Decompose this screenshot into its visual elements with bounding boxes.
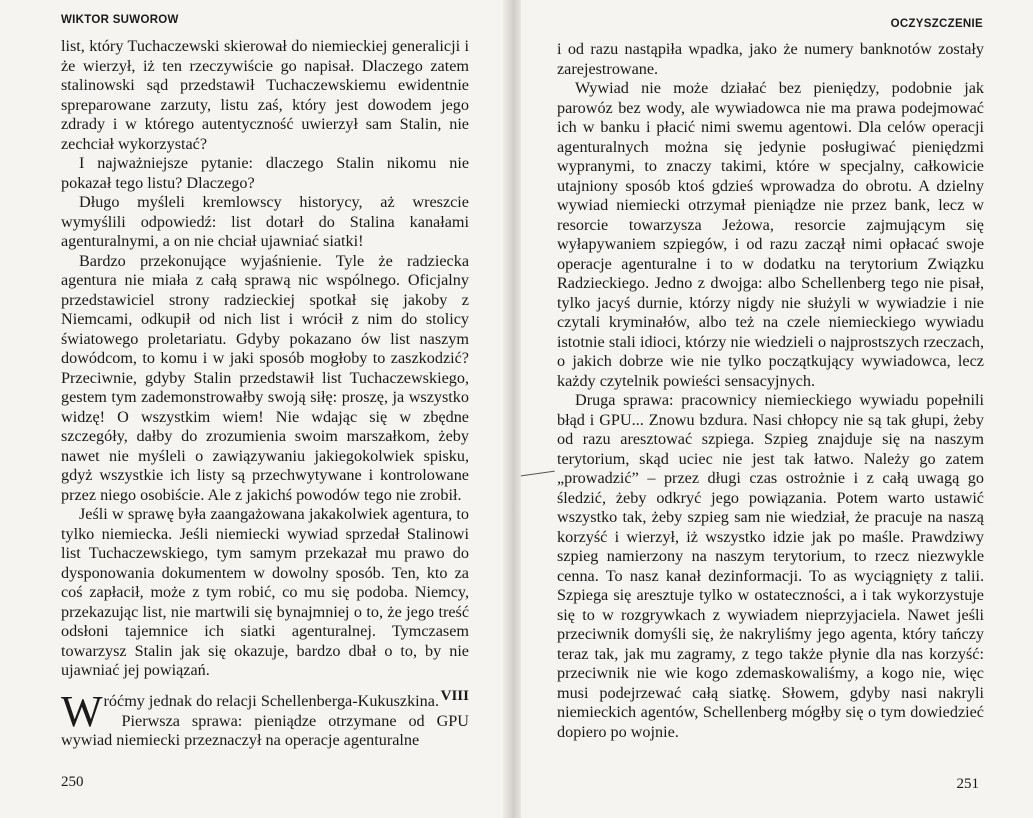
- running-head-author: WIKTOR SUWOROW: [61, 14, 179, 26]
- running-head-chapter: OCZYSZCZENIE: [890, 18, 983, 30]
- margin-pencil-mark: [521, 471, 555, 479]
- paragraph: Wywiad nie może działać bez pieniędzy, podobnie jak parowóz bez wody, ale wywiadowca nie ma prawa podejmować ich w banku i płacić nimi swemu agentowi. Dla celów operacji agenturalnych można się jedynie posługiwać pieniędzmi wypranymi, to znaczy takimi, które w specjalny, całkowicie utajniony sposób ktoś gdzieś wprowadza do obrotu. A dzielny wywiad niemiecki otrzymał pieniądze nie przez bank, lecz w resorcie towarzysza Jeżowa, resorcie zajmującym się wyłapywaniem szpiegów, i od razu zaczął nimi opłacać swoje operacje agenturalne i to w dodatku na terytorium Związku Radzieckiego. Jedno z dwojga: albo Schellenberg tego nie pisał, tylko jacyś durnie, którzy nigdy nie służyli w wywiadzie i nie czytali kryminałów, albo też na czele niemieckiego wywiadu istotnie stali idioci, którzy nie wiedzieli o najprostszych rzeczach, o jakich dobrze wie nie tylko początkujący wywiadowca, lecz każdy czytelnik powieści sensacyjnych.: [557, 79, 984, 390]
- paragraph: Długo myśleli kremlowscy historycy, aż wreszcie wymyślili odpowiedź: list dotarł do Stalina kanałami agenturalnymi, a on nie chciał ujawniać siatki!: [61, 193, 469, 250]
- page-number-left: 250: [61, 774, 84, 790]
- left-page: [0, 0, 503, 818]
- right-page-body: [557, 40, 984, 742]
- chapter-body: [61, 687, 469, 751]
- drop-cap: W: [61, 687, 103, 736]
- paragraph: i od razu nastąpiła wpadka, jako że numery banknotów zostały zarejestrowane.: [557, 40, 984, 78]
- paragraph: I najważniejsze pytanie: dlaczego Stalin nikomu nie pokazał tego listu? Dlaczego?: [61, 154, 469, 192]
- paragraph: Pierwsza sprawa: pieniądze otrzymane od GPU wywiad niemiecki przeznaczył na operacje agenturalne: [61, 711, 469, 749]
- paragraph: list, który Tuchaczewski skierował do niemieckiej generalicji i że wierzył, iż ten rzeczywiście go napisał. Dlaczego zatem stalinowski sąd przedstawił Tuchaczewskiemu ewidentnie spreparowane zarzuty, listu zaś, który jest dowodem jego zdrady i w którego autentyczność uwierzył sam Stalin, nie zechciał wykorzystać?: [61, 37, 469, 153]
- chapter-number: VIII: [440, 688, 469, 704]
- paragraph: Druga sprawa: pracownicy niemieckiego wywiadu popełnili błąd i GPU... Znowu bzdura. Nasi chłopcy nie są tak głupi, żeby od razu aresztować szpiega. Szpieg znajduje się na naszym terytorium, skąd uciec nie jest tak łatwo. Należy go zatem „prowadzić” – przez długi czas ostrożnie i z całą uwagą go śledzić, żeby odkryć jego powiązania. Potem warto ustawić wszystko tak, żeby szpieg sam nie wiedział, że pracuje na naszą korzyść i wierzył, iż wszystko idzie jak po maśle. Prawdziwy szpieg namierzony na naszym terytorium, to rzecz niezwykle cenna. To nasz kanał dezinformacji. To as wyciągnięty z talii. Szpiega się aresztuje tylko w ostateczności, a i tak wykorzystuje się to w rozgrywkach z wywiadem nieprzyjaciela. Nawet jeśli przeciwnik domyśli się, że nakryliśmy jego agenta, który tańczy teraz tak, jak mu zagramy, z tego także płynie dla nas korzyść: przeciwnik nie wie kogo zdemaskowaliśmy, a kogo nie, więc musi podejrzewać całą siatkę. Słowem, gdyby nasi nakryli niemieckich agentów, Schellenberg mógłby się o tym dowiedzieć dopiero po wojnie.: [557, 391, 984, 741]
- chapter-first-line: róćmy jednak do relacji Schellenberga-Kukuszkina.: [103, 692, 440, 710]
- right-page: [521, 0, 1033, 818]
- page-number-right: 251: [956, 776, 979, 792]
- left-page-body: [61, 37, 469, 681]
- paragraph: Jeśli w sprawę była zaangażowana jakakolwiek agentura, to tylko niemiecka. Jeśli niemiecki wywiad sprzedał Stalinowi list Tuchaczewskiego, tym samym przekazał mu prawo do dysponowania dokumentem w dowolny sposób. Ten, kto za coś zapłacił, może z tym robić, co mu się podoba. Niemcy, przekazując list, nie martwili się bynajmniej o to, że jego treść odsłoni tajemnice ich siatki agenturalnej. Tymczasem towarzysz Stalin jak się okazuje, bardzo dbał o to, by nie ujawniać jej powiązań.: [61, 505, 469, 679]
- book-gutter: [503, 0, 521, 818]
- paragraph: Bardzo przekonujące wyjaśnienie. Tyle że radziecka agentura nie miała z całą sprawą nic wspólnego. Oficjalny przedstawiciel strony radzieckiej spotkał się jakoby z Niemcami, odkupił od nich list i wrócił z nim do stolicy światowego proletariatu. Gdyby pokazano ów list naszym dowódcom, to komu i w jaki sposób mogłoby to zaszkodzić? Przeciwnie, gdyby Stalin przedstawił list Tuchaczewskiego, gestem tym zademonstrowałby swoją siłę: proszę, ja wszystko widzę! O wszystkim wiem! Nie wdając się w zbędne szczegóły, dałby do zrozumienia swoim marszałkom, żeby nawet nie myśleli o zawiązywaniu jakiegokolwiek spisku, gdyż wszystkie ich listy są przechwytywane i kontrolowane przez niego osobiście. Ale z jakichś powodów tego nie zrobił.: [61, 251, 469, 504]
